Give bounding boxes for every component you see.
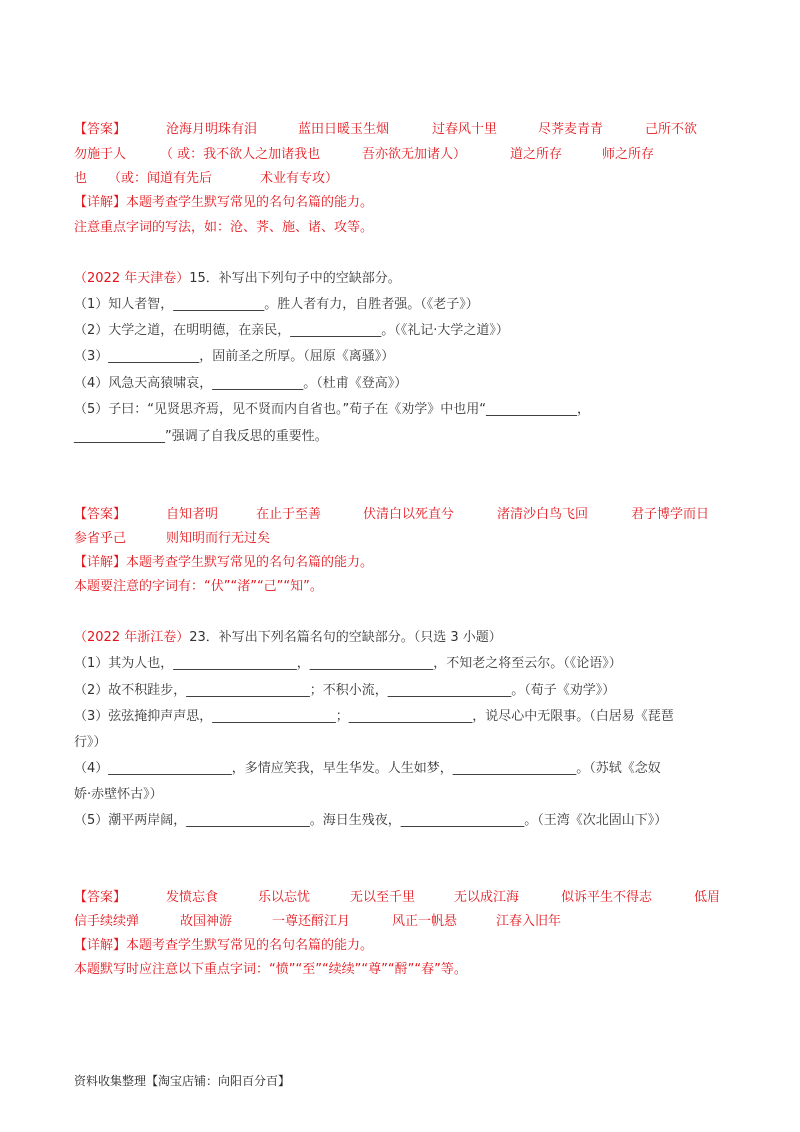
answer-item: 伏清白以死直兮: [363, 507, 455, 522]
answer-item: 无以至千里: [350, 890, 416, 905]
question-source: （2022 年浙江卷）: [74, 630, 190, 645]
question-item: （3）______________，固前圣之所厚。（屈原《离骚》）: [74, 349, 395, 364]
answer-item: 过春风十里: [432, 122, 498, 137]
answer-item: 低眉: [694, 890, 721, 905]
question-title: 15．补写出下列句子中的空缺部分。: [189, 271, 401, 286]
answer-item: 江春入旧年: [496, 914, 562, 929]
answer-item: 参省乎己: [74, 531, 127, 546]
question-item: （2）故不积跬步，___________________；不积小流，___________________。（荀子《劝学》）: [74, 683, 616, 698]
question-item: 行》）: [74, 735, 107, 750]
answer-item: 道之所存: [510, 147, 563, 162]
answer-note: 本题默写时应注意以下重点字词：“愤”“至”“续续”“尊”“酹”“春”等。: [74, 962, 467, 977]
question-item: （2）大学之道，在明明德，在亲民，______________。（《礼记·大学之道》）: [74, 323, 509, 338]
answer-item: 则知明而行无过矣: [166, 531, 271, 546]
question-source: （2022 年天津卷）: [74, 271, 190, 286]
answer-item: 沧海月明珠有泪: [166, 122, 258, 137]
question-title: 23．补写出下列名篇名句的空缺部分。（只选 3 小题）: [189, 630, 502, 645]
answer-item: 一尊还酹江月: [272, 914, 351, 929]
page-footer: 资料收集整理【淘宝店铺：向阳百分百】: [74, 1074, 291, 1088]
answer-item: 在止于至善: [256, 507, 322, 522]
answer-item: 己所不欲: [645, 122, 698, 137]
answer-item: 尽荠麦青青: [538, 122, 604, 137]
question-item: （5）子曰：“见贤思齐焉，见不贤而内自省也。”荀子在《劝学》中也用“______________，: [74, 402, 590, 417]
question-item: （3）弦弦掩抑声声思，___________________；___________________，说尽心中无限事。（白居易《琵琶: [74, 709, 674, 724]
question-item: （4）___________________，多情应笑我，早生华发。人生如梦，___________________。（苏轼《念奴: [74, 761, 661, 776]
answer-item: 吾亦欲无加诸人）: [362, 147, 467, 162]
answer-detail: 【详解】本题考查学生默写常见的名句名篇的能力。: [74, 195, 374, 210]
answer-item: 勿施于人: [74, 147, 127, 162]
question-item: 娇·赤壁怀古》）: [74, 787, 163, 802]
answer-note: 本题要注意的字词有：“伏”“渚”“己”“知”。: [74, 579, 323, 594]
answer-item: 蓝田日暖玉生烟: [298, 122, 390, 137]
answer-detail: 【详解】本题考查学生默写常见的名句名篇的能力。: [74, 938, 374, 953]
answer-item: 乐以忘忧: [258, 890, 311, 905]
question-item: ______________”强调了自我反思的重要性。: [74, 429, 328, 444]
answer-item: 君子博学而日: [631, 507, 710, 522]
question-item: （4）风急天高猿啸哀，______________。（杜甫《登高》）: [74, 376, 408, 391]
answer-detail: 【详解】本题考查学生默写常见的名句名篇的能力。: [74, 555, 374, 570]
answer-item: 自知者明: [166, 507, 219, 522]
question-23-heading: [74, 629, 502, 647]
answer-item: 术业有专攻）: [260, 171, 339, 186]
question-item: （1）其为人也，___________________，___________________，不知老之将至云尔。（《论语》）: [74, 656, 622, 671]
answer-item: 故国神游: [180, 914, 233, 929]
question-15-heading: [74, 270, 401, 288]
answer-item: 无以成江海: [454, 890, 520, 905]
answer-label: 【答案】: [74, 507, 127, 522]
question-item: （5）潮平两岸阔，___________________。海日生残夜，___________________。（王湾《次北固山下》）: [74, 813, 668, 828]
answer-item: 也: [74, 171, 88, 186]
answer-item: 师之所存: [602, 147, 655, 162]
answer-note: 注意重点字词的写法，如：沧、荠、施、诸、攻等。: [74, 220, 374, 235]
answer-label: 【答案】: [74, 122, 127, 137]
answer-item: 渚清沙白鸟飞回: [497, 507, 589, 522]
answer-item: 似诉平生不得志: [561, 890, 653, 905]
answer-label: 【答案】: [74, 890, 127, 905]
answer-item: 风正一帆悬: [392, 914, 458, 929]
question-item: （1）知人者智，______________。胜人者有力，自胜者强。（《老子》）: [74, 297, 479, 312]
answer-item: 发愤忘食: [166, 890, 219, 905]
answer-item: （ 或：我不欲人之加诸我也: [160, 147, 321, 162]
answer-item: 信手续续弹: [74, 914, 140, 929]
answer-item: （或：闻道有先后: [108, 171, 213, 186]
